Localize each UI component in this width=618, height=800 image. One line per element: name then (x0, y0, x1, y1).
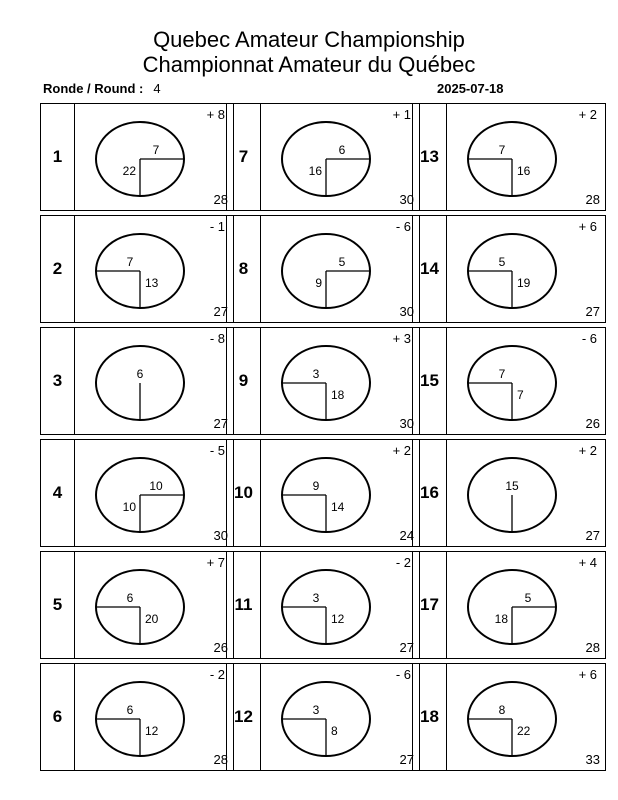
pin-distance-side: 19 (517, 276, 531, 290)
green-diagram (446, 664, 604, 769)
green-diagram (260, 440, 418, 545)
pin-distance-top: 8 (498, 703, 506, 717)
hole-cell (226, 439, 420, 547)
hole-number: 6 (41, 664, 75, 770)
hole-difference: - 6 (395, 667, 411, 682)
pin-distance-top: 9 (312, 479, 320, 493)
green-diagram (446, 552, 604, 657)
hole-cell (412, 551, 606, 659)
green-diagram (260, 104, 418, 209)
pin-distance-top: 7 (498, 367, 506, 381)
hole-difference: + 7 (206, 555, 225, 570)
event-date: 2025-07-18 (437, 81, 504, 96)
title-english: Quebec Amateur Championship (153, 27, 465, 52)
pin-distance-top: 6 (338, 143, 346, 157)
hole-difference: + 2 (578, 107, 597, 122)
hole-cell (226, 215, 420, 323)
pin-distance-top: 15 (505, 479, 519, 493)
green-depth-total: 27 (399, 752, 414, 767)
green-diagram (260, 328, 418, 433)
pin-distance-top: 3 (312, 703, 320, 717)
pin-distance-top: 5 (498, 255, 506, 269)
hole-cell (412, 215, 606, 323)
hole-number: 16 (413, 440, 447, 546)
hole-number: 12 (227, 664, 261, 770)
hole-difference: + 4 (578, 555, 597, 570)
green-depth-total: 30 (399, 416, 414, 431)
green-depth-total: 30 (399, 304, 414, 319)
hole-difference: + 2 (392, 443, 411, 458)
green-diagram (74, 664, 232, 769)
hole-difference: - 8 (209, 331, 225, 346)
hole-cell (40, 103, 234, 211)
hole-difference: - 2 (395, 555, 411, 570)
hole-difference: - 5 (209, 443, 225, 458)
hole-difference: - 6 (581, 331, 597, 346)
pin-distance-top: 5 (338, 255, 346, 269)
hole-number: 7 (227, 104, 261, 210)
hole-number: 18 (413, 664, 447, 770)
green-depth-total: 26 (213, 640, 228, 655)
green-depth-total: 27 (213, 416, 228, 431)
green-depth-total: 27 (213, 304, 228, 319)
hole-number: 15 (413, 328, 447, 434)
pin-distance-side: 12 (331, 612, 345, 626)
hole-difference: + 8 (206, 107, 225, 122)
hole-cell (226, 327, 420, 435)
green-depth-total: 28 (585, 640, 600, 655)
hole-number: 1 (41, 104, 75, 210)
pin-distance-top: 7 (498, 143, 506, 157)
pin-distance-top: 3 (312, 591, 320, 605)
hole-cell (40, 551, 234, 659)
pin-distance-top: 6 (126, 591, 134, 605)
hole-cell (40, 327, 234, 435)
hole-cell (40, 663, 234, 771)
pin-distance-top: 10 (149, 479, 163, 493)
green-diagram (446, 440, 604, 545)
green-diagram (74, 216, 232, 321)
pin-distance-side: 8 (331, 724, 338, 738)
pin-distance-side: 13 (145, 276, 159, 290)
green-diagram (74, 328, 232, 433)
title-french: Championnat Amateur du Québec (142, 52, 476, 77)
green-diagram (260, 216, 418, 321)
hole-number: 4 (41, 440, 75, 546)
pin-distance-side: 16 (517, 164, 531, 178)
pin-distance-top: 6 (126, 703, 134, 717)
hole-number: 8 (227, 216, 261, 322)
hole-cell (412, 439, 606, 547)
pin-distance-side: 22 (517, 724, 531, 738)
pin-distance-top: 3 (312, 367, 320, 381)
pin-distance-side: 10 (122, 500, 136, 514)
green-depth-total: 30 (399, 192, 414, 207)
pin-distance-side: 20 (145, 612, 159, 626)
green-depth-total: 26 (585, 416, 600, 431)
pin-distance-top: 5 (524, 591, 532, 605)
green-diagram (74, 552, 232, 657)
round-value: 4 (153, 81, 161, 96)
green-depth-total: 28 (213, 752, 228, 767)
pin-distance-side: 16 (308, 164, 322, 178)
green-depth-total: 30 (213, 528, 228, 543)
green-diagram (74, 104, 232, 209)
pin-distance-top: 7 (126, 255, 134, 269)
green-depth-total: 27 (585, 304, 600, 319)
hole-number: 5 (41, 552, 75, 658)
green-diagram (446, 328, 604, 433)
green-diagram (260, 552, 418, 657)
hole-number: 14 (413, 216, 447, 322)
green-depth-total: 28 (213, 192, 228, 207)
hole-number: 2 (41, 216, 75, 322)
pin-distance-top: 6 (136, 367, 144, 381)
green-depth-total: 27 (399, 640, 414, 655)
hole-cell (40, 439, 234, 547)
hole-cell (40, 215, 234, 323)
hole-number: 13 (413, 104, 447, 210)
green-depth-total: 24 (399, 528, 414, 543)
hole-difference: + 6 (578, 219, 597, 234)
hole-number: 17 (413, 552, 447, 658)
hole-difference: + 3 (392, 331, 411, 346)
round-label: Ronde / Round : (43, 81, 144, 96)
pin-distance-side: 9 (315, 276, 322, 290)
hole-difference: + 6 (578, 667, 597, 682)
pin-distance-side: 18 (331, 388, 345, 402)
hole-number: 9 (227, 328, 261, 434)
hole-cell (226, 663, 420, 771)
hole-difference: + 2 (578, 443, 597, 458)
hole-number: 3 (41, 328, 75, 434)
hole-difference: - 1 (209, 219, 225, 234)
green-diagram (260, 664, 418, 769)
hole-cell (412, 663, 606, 771)
hole-number: 11 (227, 552, 261, 658)
hole-difference: + 1 (392, 107, 411, 122)
pin-distance-side: 18 (494, 612, 508, 626)
green-diagram (446, 104, 604, 209)
green-depth-total: 28 (585, 192, 600, 207)
pin-distance-side: 22 (122, 164, 136, 178)
hole-cell (226, 551, 420, 659)
hole-cell (412, 327, 606, 435)
hole-cell (226, 103, 420, 211)
pin-distance-top: 7 (152, 143, 160, 157)
pin-distance-side: 14 (331, 500, 345, 514)
hole-number: 10 (227, 440, 261, 546)
hole-cell (412, 103, 606, 211)
green-depth-total: 33 (585, 752, 600, 767)
green-diagram (74, 440, 232, 545)
pin-distance-side: 7 (517, 388, 524, 402)
hole-difference: - 2 (209, 667, 225, 682)
green-diagram (446, 216, 604, 321)
pin-distance-side: 12 (145, 724, 159, 738)
green-depth-total: 27 (585, 528, 600, 543)
round-info (43, 81, 161, 96)
hole-difference: - 6 (395, 219, 411, 234)
